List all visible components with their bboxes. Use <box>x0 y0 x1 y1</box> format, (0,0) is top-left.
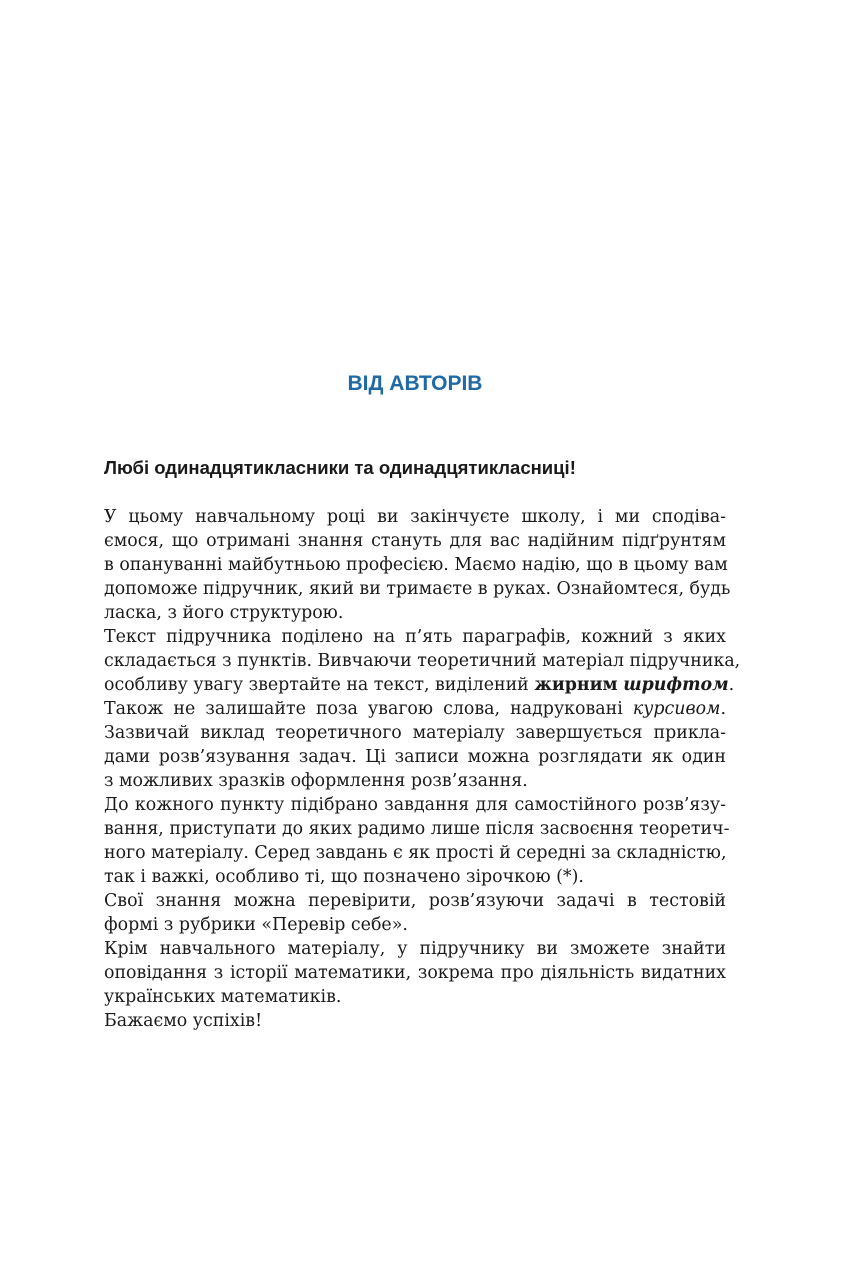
text-segment: . <box>720 699 726 719</box>
paragraph-wishes <box>74 1009 726 1033</box>
text-line: Свої знання можна перевірити, розв’язуючи задачі в тестовій <box>104 891 726 911</box>
text-line: допоможе підручник, який ви тримаєте в руках. Ознайомтеся, будь <box>104 579 731 599</box>
italic-emphasis: курсивом <box>632 699 721 719</box>
paragraph-self-check <box>74 889 726 937</box>
text-segment: Також не залишайте поза увагою слова, надруковані <box>104 699 633 719</box>
text-line: Текст підручника поділено на п’ять параграфів, кожний з яких <box>104 627 726 647</box>
text-segment: особливу увагу звертайте на текст, виділений <box>104 675 535 695</box>
text-line: складається з пунктів. Вивчаючи теоретичний матеріал підручника, <box>104 651 741 671</box>
text-line: Бажаємо успіхів! <box>104 1011 263 1031</box>
paragraph-history <box>74 937 726 1009</box>
text-line: українських математиків. <box>104 987 342 1007</box>
text-line: в опануванні майбутньою професією. Маємо надію, що в цьому вам <box>104 555 728 575</box>
text-line: ного матеріалу. Серед завдань є як прості й середні за складністю, <box>104 843 727 863</box>
text-line: ємося, що отримані знання стануть для вас надійним підґрунтям <box>104 531 726 551</box>
paragraph-examples <box>74 721 726 793</box>
text-line: формі з рубрики «Перевір себе». <box>104 915 408 935</box>
paragraph-exercises <box>74 793 730 889</box>
page-title: ВІД АВТОРІВ <box>347 372 483 395</box>
text-line: У цьому навчальному році ви закінчуєте школу, і ми сподіва- <box>104 507 726 527</box>
text-line: оповідання з історії математики, зокрема про діяльність видатних <box>104 963 726 983</box>
text-segment: . <box>728 675 735 695</box>
text-line: дами розв’язування задач. Ці записи можна розглядати як один <box>104 747 726 767</box>
greeting-heading: Любі одинадцятикласники та одинадцятикласниці! <box>104 457 576 478</box>
body-text <box>74 505 741 1033</box>
paragraph-structure <box>74 625 741 721</box>
bold-emphasis: жирним <box>534 675 618 695</box>
text-line: вання, приступати до яких радимо лише після засвоєння теоретич- <box>104 819 730 839</box>
paragraph-intro <box>74 505 731 625</box>
bold-italic-emphasis: шрифтом <box>623 675 729 695</box>
text-line <box>74 697 726 721</box>
text-line: Крім навчального матеріалу, у підручнику ви зможете знайти <box>104 939 726 959</box>
text-line <box>74 673 735 697</box>
text-line: До кожного пункту підібрано завдання для самостійного розв’язу- <box>104 795 726 815</box>
text-line: з можливих зразків оформлення розв’язання. <box>104 771 528 791</box>
text-line: Зазвичай виклад теоретичного матеріалу завершується прикла- <box>104 723 726 743</box>
text-line: ласка, з його структурою. <box>104 603 344 623</box>
text-line: так і важкі, особливо ті, що позначено зірочкою (*). <box>104 867 584 887</box>
